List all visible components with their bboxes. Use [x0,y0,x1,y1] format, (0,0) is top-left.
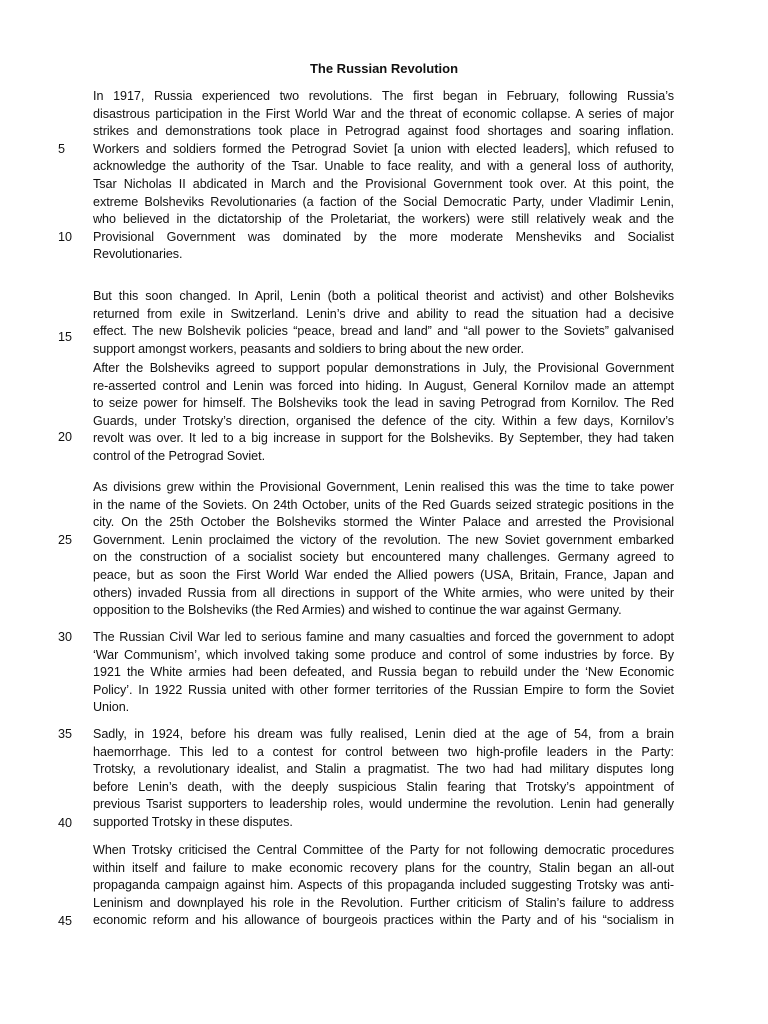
text-line: But this soon changed. In April, Lenin (both a political theorist and activist) and other Bolsheviks [93,289,674,303]
text-line: Sadly, in 1924, before his dream was fully realised, Lenin died at the age of 54, from a brain [93,727,674,741]
paragraph-3 [93,360,674,466]
text-line: in the name of the Soviets. On 24th October, units of the Red Guards seized strategic positions in the [93,497,674,512]
document-title: The Russian Revolution [309,61,459,76]
text-line: The Russian Civil War led to serious famine and many casualties and forced the government to adopt [93,630,674,644]
text-line: extreme Bolsheviks Revolutionaries (a faction of the Social Democratic Party, under Vladimir Lenin, [93,194,674,209]
text-line: Guards, under Trotsky’s direction, organised the defence of the city. Within a few days, Kornilov’s [93,413,674,428]
text-line: revolt was over. It led to a big increase in support for the Bolsheviks. By September, they had taken [93,431,674,446]
text-line: who believed in the dictatorship of the Proletariat, the workers) were still relatively weak and the [93,212,674,227]
text-line: opposition to the Bolsheviks (the Red Armies) and wished to continue the war against Germany. [93,603,622,618]
line-number: 45 [58,914,73,928]
text-line: previous Tsarist supporters to leadership roles, would undermine the revolution. Lenin had generally [93,797,674,812]
text-line: before Lenin’s death, with the deeply suspicious Stalin fearing that Trotsky’s appointment of [93,779,674,794]
text-line: Government. Lenin proclaimed the victory of the revolution. The new Soviet government embarked [93,532,674,547]
line-number: 15 [58,330,73,344]
line-number: 35 [58,727,73,741]
text-line: re-asserted control and Lenin was forced into hiding. In August, General Kornilov made an attempt [93,378,674,393]
text-line: Leninism and downplayed his role in the Revolution. Further criticism of Stalin’s failure to address [93,895,674,910]
text-line: As divisions grew within the Provisional Government, Lenin realised this was the time to take power [93,480,674,494]
paragraph-7 [93,842,674,930]
text-line: economic reform and his allowance of bourgeois practices within the Party and of his “socialism in [93,913,674,928]
text-line: 1921 the White armies had been defeated, and Russia began to rebuild under the ‘New Economic [93,665,674,680]
paragraph-1 [93,88,674,264]
text-line: city. On the 25th October the Bolsheviks stormed the Winter Palace and arrested the Provisional [93,515,674,530]
text-line: others) invaded Russia from all directions in support of the White armies, who were united by their [93,585,674,600]
line-number: 10 [58,230,73,244]
text-line: on the construction of a socialist society but encountered many challenges. Germany agreed to [93,550,674,565]
text-line: returned from exile in Switzerland. Lenin’s drive and ability to read the situation had a decisive [93,306,674,321]
line-number: 20 [58,430,73,444]
text-line: Tsar Nicholas II abdicated in March and the Provisional Government took over. At this point, the [93,176,674,191]
line-number: 5 [58,142,66,156]
text-line: supported Trotsky in these disputes. [93,814,293,829]
text-line: Trotsky, a revolutionary idealist, and Stalin a pragmatist. The two had had military disputes long [93,762,674,777]
text-line: within itself and failure to make economic recovery plans for the country, Stalin began an all-out [93,860,674,875]
text-line: disastrous participation in the First World War and the threat of economic collapse. A series of major [93,106,674,121]
text-line: Union. [93,700,130,715]
text-line: acknowledge the authority of the Tsar. Unable to face reality, and with a general loss of authority, [93,159,674,174]
text-line: strikes and demonstrations took place in Petrograd against food shortages and soaring inflation. [93,124,674,139]
line-number: 30 [58,630,73,644]
line-number: 40 [58,816,73,830]
text-line: Policy’. In 1922 Russia united with other former territories of the Russian Empire to form the Soviet [93,682,674,697]
line-number: 25 [58,533,73,547]
text-line: support amongst workers, peasants and soldiers to bring about the new order. [93,341,524,356]
paragraph-5 [93,629,674,717]
text-line: effect. The new Bolshevik policies “peace, bread and land” and “all power to the Soviets” galvanised [93,324,674,339]
text-line: to seize power for himself. The Bolsheviks took the lead in saving Petrograd from Kornilov. The Red [93,396,674,411]
text-line: After the Bolsheviks agreed to support popular demonstrations in July, the Provisional Government [93,361,674,375]
paragraph-2 [93,288,674,358]
text-line: Revolutionaries. [93,247,183,262]
text-line: control of the Petrograd Soviet. [93,448,266,463]
paragraph-4 [93,479,674,620]
text-line: ‘War Communism’, which involved taking some produce and control of some industries by force. By [93,647,674,662]
paragraph-6 [93,726,674,832]
text-line: In 1917, Russia experienced two revolutions. The first began in February, following Russia’s [93,89,674,103]
text-line: peace, but as soon the First World War ended the Allied powers (USA, Britain, France, Japan and [93,567,674,582]
text-line: haemorrhage. This led to a contest for control between two high-profile leaders in the Party: [93,744,674,759]
text-line: Provisional Government was dominated by the more moderate Mensheviks and Socialist [93,229,674,244]
text-line: Workers and soldiers formed the Petrograd Soviet [a union with elected leaders], which refused to [93,141,674,156]
text-line: propaganda campaign against him. Aspects of this propaganda included suggesting Trotsky was anti- [93,878,674,893]
text-line: When Trotsky criticised the Central Committee of the Party for not following democratic procedures [93,843,674,857]
